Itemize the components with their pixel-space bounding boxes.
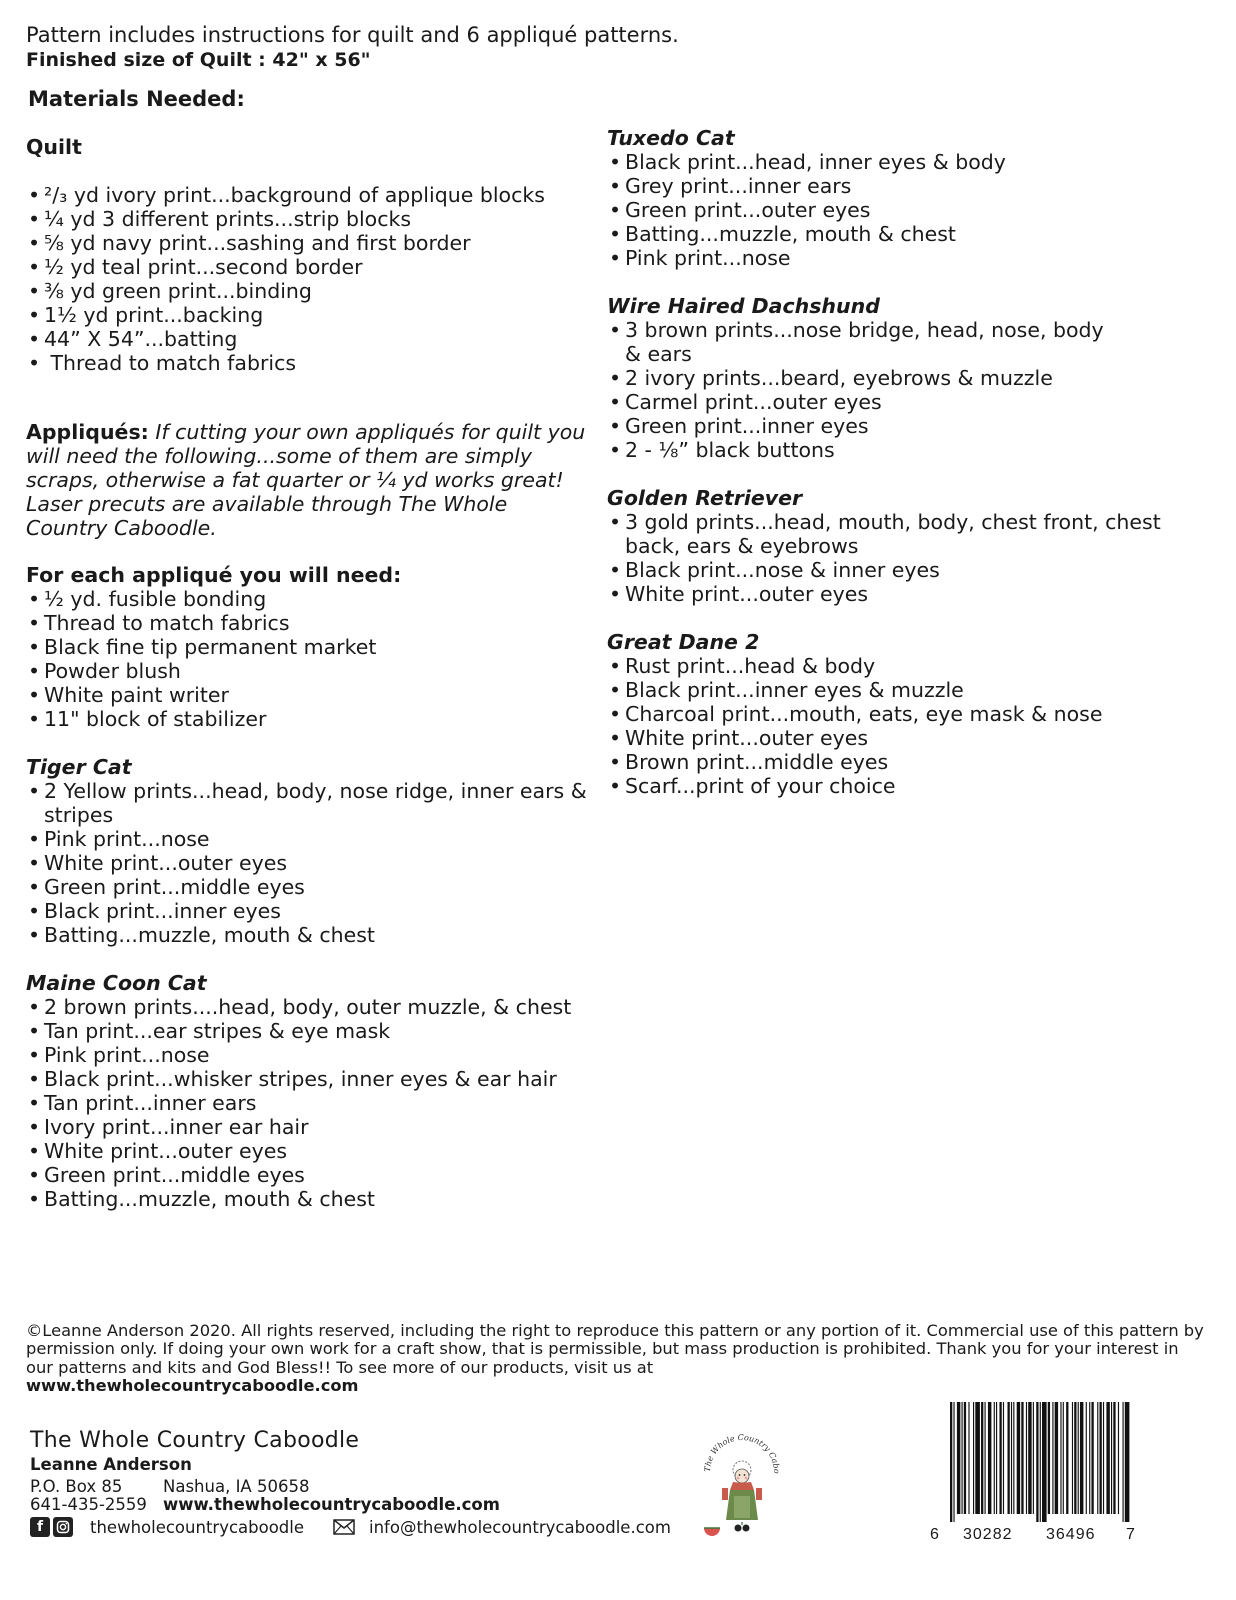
list-item: • ⅝ yd navy print...sashing and first border [26, 231, 596, 255]
list-item: • White print...outer eyes [607, 582, 1197, 606]
barcode-bar [1097, 1402, 1098, 1514]
email-address[interactable]: info@thewholecountrycaboodle.com [369, 1517, 671, 1537]
list-item: • Tan print...inner ears [26, 1091, 596, 1115]
barcode-bar [1052, 1402, 1053, 1514]
list-item: • Thread to match fabrics [26, 611, 596, 635]
each-heading: For each appliqué you will need: [26, 563, 402, 587]
list-item: • Grey print...inner ears [607, 174, 1197, 198]
appliques-text: If cutting your own appliqués for quilt you will need the following...some of them are simply scraps, otherwise a fat quarter or ¼ yd works great! Laser precuts are available through The Whole Country Caboodle. [26, 420, 586, 540]
barcode-bar [1033, 1402, 1034, 1514]
tiger-cat-list [26, 779, 596, 947]
city: Nashua, IA 50658 [163, 1477, 310, 1496]
barcode-bar [1100, 1402, 1102, 1514]
dachshund-list [607, 318, 1197, 462]
maine-coon-heading: Maine Coon Cat [26, 971, 207, 995]
great-dane-list [607, 654, 1197, 798]
list-item: • 2 ivory prints...beard, eyebrows & muzzle [607, 366, 1197, 390]
list-item: • White print...outer eyes [26, 1139, 596, 1163]
barcode-bar [1086, 1402, 1087, 1514]
list-item: • 1½ yd print...backing [26, 303, 596, 327]
barcode-bar [996, 1402, 997, 1514]
tiger-cat-heading: Tiger Cat [26, 755, 132, 779]
barcode-bar [988, 1402, 991, 1514]
barcode-bar [1078, 1402, 1079, 1514]
finished-size: Finished size of Quilt : 42" x 56" [26, 49, 371, 71]
list-item: • ²/₃ yd ivory print...background of applique blocks [26, 183, 596, 207]
barcode-bar [1123, 1402, 1124, 1522]
quilt-list [26, 183, 596, 375]
social-row [30, 1514, 304, 1540]
list-item: • White paint writer [26, 683, 596, 707]
barcode-bar [1103, 1402, 1104, 1514]
barcode-right-digits: 36496 [1046, 1526, 1096, 1543]
list-item: • Charcoal print...mouth, eats, eye mask & nose [607, 702, 1197, 726]
list-item: • Batting...muzzle, mouth & chest [26, 1187, 596, 1211]
barcode-bar [1106, 1402, 1109, 1514]
barcode-last-digit: 7 [1126, 1526, 1135, 1543]
intro-text: Pattern includes instructions for quilt and 6 appliqué patterns. [26, 23, 679, 47]
barcode-bar [1063, 1402, 1064, 1514]
phone: 641-435-2559 [30, 1495, 147, 1514]
each-list [26, 587, 596, 731]
list-item: • Brown print...middle eyes [607, 750, 1197, 774]
footer-website[interactable]: www.thewholecountrycaboodle.com [163, 1495, 500, 1514]
barcode-bar [1072, 1402, 1073, 1514]
barcode-bar [1036, 1402, 1038, 1522]
barcode-left-digits: 30282 [963, 1526, 1013, 1543]
barcode-bar [964, 1402, 966, 1514]
barcode-bar [953, 1402, 954, 1522]
maine-coon-list [26, 995, 596, 1211]
list-item: • Batting...muzzle, mouth & chest [607, 222, 1197, 246]
barcode-bar [1066, 1402, 1068, 1514]
barcode-bar [1113, 1402, 1115, 1514]
list-item: • Powder blush [26, 659, 596, 683]
list-item: • White print...outer eyes [607, 726, 1197, 750]
list-item: • Carmel print...outer eyes [607, 390, 1197, 414]
list-item: • Ivory print...inner ear hair [26, 1115, 596, 1139]
list-item: • Black print...whisker stripes, inner eyes & ear hair [26, 1067, 596, 1091]
company-logo [692, 1432, 792, 1552]
list-item: • Black print...nose & inner eyes [607, 558, 1197, 582]
list-item: • ¼ yd 3 different prints...strip blocks [26, 207, 596, 231]
list-item: • ½ yd teal print...second border [26, 255, 596, 279]
list-item: • Thread to match fabrics [26, 351, 596, 375]
logo-arc-text: The Whole Country Cabo [702, 1432, 782, 1474]
barcode-bar [1091, 1402, 1093, 1514]
appliques-label: Appliqués: [26, 420, 149, 444]
barcode-first-digit: 6 [930, 1526, 939, 1543]
list-item: • Pink print...nose [607, 246, 1197, 270]
barcode-bar [1011, 1402, 1012, 1514]
materials-heading: Materials Needed: [28, 87, 245, 111]
barcode-bar [985, 1402, 986, 1514]
right-column [607, 126, 1197, 798]
social-handle[interactable]: thewholecountrycaboodle [90, 1517, 305, 1537]
list-item: • Black print...head, inner eyes & body [607, 150, 1197, 174]
barcode-bar [1042, 1402, 1047, 1522]
list-item: • Black print...inner eyes [26, 899, 596, 923]
list-item: • 2 - ⅛” black buttons [607, 438, 1197, 462]
great-dane-heading: Great Dane 2 [607, 630, 760, 654]
quilt-heading: Quilt [26, 135, 82, 159]
list-item: • Green print...middle eyes [26, 1163, 596, 1187]
barcode-bar [962, 1402, 963, 1514]
barcode-bar [968, 1402, 969, 1514]
barcode-bar [1055, 1402, 1058, 1514]
list-item: • 3 brown prints...nose bridge, head, nose, body & ears [607, 318, 1125, 366]
barcode-bar [1118, 1402, 1119, 1514]
list-item: • Green print...inner eyes [607, 414, 1197, 438]
email-row [333, 1514, 671, 1540]
list-item: • 2 brown prints....head, body, outer muzzle, & chest [26, 995, 596, 1019]
list-item: • 11" block of stabilizer [26, 707, 596, 731]
list-item: • 3 gold prints...head, mouth, body, chest front, chest back, ears & eyebrows [607, 510, 1185, 558]
barcode-bar [957, 1402, 960, 1514]
barcode-bar [950, 1402, 952, 1522]
barcode-bar [1008, 1402, 1010, 1514]
barcode-bar [1074, 1402, 1076, 1514]
website-link[interactable]: www.thewholecountrycaboodle.com [26, 1375, 359, 1395]
left-column [26, 135, 596, 375]
envelope-icon [333, 1519, 355, 1535]
tuxedo-cat-heading: Tuxedo Cat [607, 126, 735, 150]
list-item: • Rust print...head & body [607, 654, 1197, 678]
barcode-bar [1021, 1402, 1023, 1514]
list-item: • 2 Yellow prints...head, body, nose ridge, inner ears & stripes [26, 779, 596, 827]
appliques-note [26, 420, 586, 540]
list-item: • White print...outer eyes [26, 851, 596, 875]
copyright-text: ©Leanne Anderson 2020. All rights reserved, including the right to reproduce this pattern or any portion of it. Commercial use of this pattern by permission only. If doing your own work for a craft show, that is permissible, but mass production is prohibited. Thank you for your interest in our patterns and kits and God Bless!! To see more of our products, visit us at [26, 1321, 1204, 1377]
barcode-bar [1125, 1402, 1130, 1522]
list-item: • Green print...middle eyes [26, 875, 596, 899]
barcode-bar [1060, 1402, 1061, 1514]
list-item: • Pink print...nose [26, 827, 596, 851]
dachshund-heading: Wire Haired Dachshund [607, 294, 880, 318]
barcode-bar [1003, 1402, 1004, 1514]
contact-name: Leanne Anderson [30, 1455, 192, 1474]
barcode-bar [1028, 1402, 1031, 1514]
list-item: • ⅜ yd green print...binding [26, 279, 596, 303]
barcode [944, 1402, 1136, 1522]
barcode-bar [1048, 1402, 1050, 1514]
barcode-bar [999, 1402, 1001, 1514]
barcode-bar [1017, 1402, 1020, 1514]
barcode-bar [1089, 1402, 1090, 1514]
tuxedo-cat-list [607, 150, 1197, 270]
company-name: The Whole Country Caboodle [30, 1428, 360, 1453]
list-item: • Green print...outer eyes [607, 198, 1197, 222]
list-item: • Black print...inner eyes & muzzle [607, 678, 1197, 702]
po-box: P.O. Box 85 [30, 1477, 123, 1496]
barcode-bar [1111, 1402, 1112, 1514]
barcode-bar [1080, 1402, 1083, 1514]
barcode-bar [973, 1402, 974, 1514]
list-item: • Tan print...ear stripes & eye mask [26, 1019, 596, 1043]
barcode-bar [981, 1402, 983, 1514]
list-item: • ½ yd. fusible bonding [26, 587, 596, 611]
left-column-lower [26, 563, 596, 1211]
list-item: • Black fine tip permanent market [26, 635, 596, 659]
golden-retriever-heading: Golden Retriever [607, 486, 803, 510]
copyright-notice [26, 1322, 1206, 1395]
list-item: • Batting...muzzle, mouth & chest [26, 923, 596, 947]
instagram-icon[interactable] [53, 1517, 73, 1537]
list-item: • 44” X 54”...batting [26, 327, 596, 351]
barcode-bar [1040, 1402, 1041, 1522]
barcode-bar [1013, 1402, 1014, 1514]
list-item: • Scarf...print of your choice [607, 774, 1197, 798]
facebook-icon[interactable]: f [30, 1517, 50, 1537]
list-item: • Pink print...nose [26, 1043, 596, 1067]
barcode-bar [1026, 1402, 1027, 1514]
barcode-bar [975, 1402, 980, 1514]
golden-retriever-list [607, 510, 1197, 606]
svg-text:The Whole Country Caboodle [692, 1432, 781, 1474]
barcode-bar [994, 1402, 995, 1514]
